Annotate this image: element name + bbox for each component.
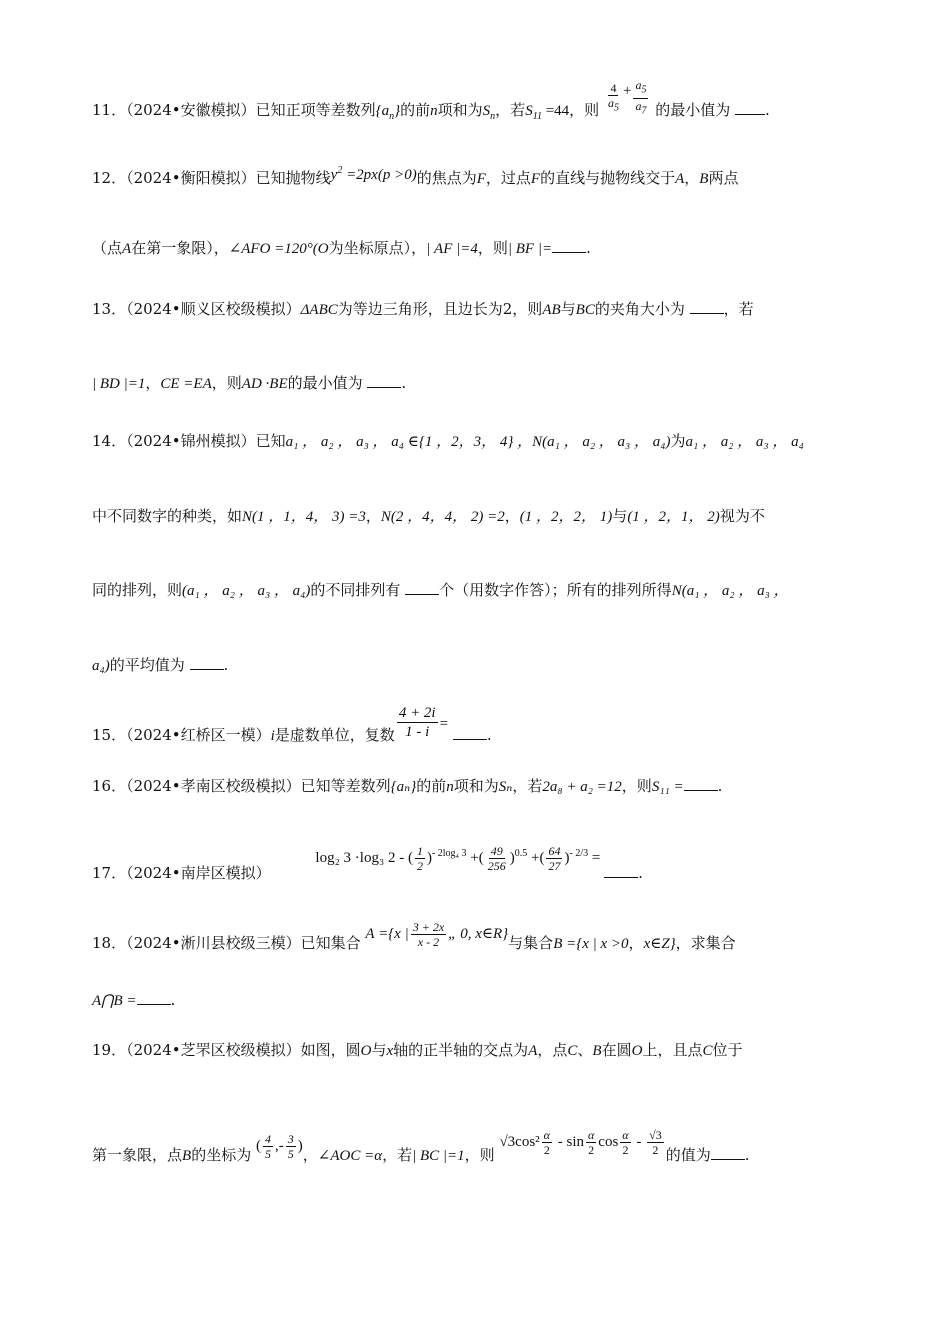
text: ，则 xyxy=(569,101,600,119)
math-BF: | BF |= xyxy=(507,241,553,257)
text: ，则 xyxy=(621,777,652,795)
math-seq: {aₙ} xyxy=(390,779,417,795)
math-example-4: (1 ，2，1， 2) xyxy=(627,509,720,525)
math-O: O xyxy=(360,1043,372,1059)
text: ，若 xyxy=(382,1145,413,1164)
math-B: B xyxy=(592,1043,602,1059)
math-point-B: ( $\frac{4}{5}$ ,- $\frac{3}{5}$ ) xyxy=(255,1132,303,1161)
text: . xyxy=(401,374,407,392)
text: 如图，圆 xyxy=(300,1041,361,1059)
math-example-1: N(1 ，1，4， 3) =3 xyxy=(242,509,366,525)
problem-source: （2024•芝罘区校级模拟） xyxy=(126,1041,301,1059)
answer-blank[interactable] xyxy=(405,580,439,595)
math-set-B-end: x∈Z} xyxy=(643,935,676,952)
fraction-complex: $\frac{4 + 2i}{1 - i}$ xyxy=(398,704,436,740)
text: ，则 xyxy=(211,374,242,392)
text: 中不同数字的种类，如 xyxy=(92,507,243,525)
problem-source: （2024•淅川县校级三模） xyxy=(126,933,301,952)
math-condition: 2a₈ + a₂ =12 xyxy=(542,779,622,795)
text: . xyxy=(223,656,229,674)
problem-14-line-4 xyxy=(92,655,872,676)
text: 位于 xyxy=(712,1041,743,1059)
text: 与集合 xyxy=(508,933,554,952)
problem-13-line-1 xyxy=(92,299,872,320)
text: ，若 xyxy=(723,300,754,318)
answer-blank[interactable] xyxy=(711,1145,745,1160)
text: 第一象限，点 xyxy=(92,1145,183,1164)
problem-number: 12． xyxy=(92,169,127,187)
math-O: O xyxy=(631,1043,643,1059)
text: ，点 xyxy=(537,1041,568,1059)
text: 同的排列，则 xyxy=(92,581,183,599)
text: 在圆 xyxy=(601,1041,632,1059)
answer-blank[interactable] xyxy=(684,776,718,791)
problem-12-line-1 xyxy=(92,165,872,189)
problem-source: （2024•孝南区校级模拟） xyxy=(126,777,301,795)
math-vars: a₁ ， a₂ ， a₃ ， a₄ xyxy=(685,434,804,450)
problem-12-line-2 xyxy=(92,238,872,259)
answer-blank[interactable] xyxy=(367,373,401,388)
math-set-B: B ={x | x >0 xyxy=(553,935,629,952)
math-S: $S_n$ xyxy=(482,103,496,122)
math-seq: $\{a_n\}$ xyxy=(375,103,401,122)
fraction-a5-over-a7: $\frac{a_5}{a_7}$ xyxy=(635,78,647,116)
text: . xyxy=(717,777,723,795)
text: . xyxy=(170,991,176,1009)
math-triangle: ΔABC xyxy=(300,302,338,318)
math-BC: | BC |=1 xyxy=(412,1147,465,1164)
answer-blank[interactable] xyxy=(690,299,724,314)
problem-number: 17． xyxy=(92,864,127,882)
text: 是虚数单位，复数 xyxy=(274,726,395,744)
math-trig-expression: √3cos² $\frac{\alpha}{2}$ - sin $\frac{\alpha}{2}$ cos $\frac{\alpha}{2}$ - $\frac{√3}{2}$ xyxy=(499,1128,662,1157)
math-dot-product: AD ·BE xyxy=(241,376,288,392)
text: ， xyxy=(365,507,381,525)
math-n: n xyxy=(430,103,438,119)
problem-source: （2024•南岸区模拟） xyxy=(126,864,271,882)
text: 的值为 xyxy=(665,1145,711,1164)
math-n: n xyxy=(446,779,454,795)
text: 与 xyxy=(560,300,576,318)
math-F: F xyxy=(476,171,486,187)
text: ，若 xyxy=(495,101,526,119)
text: 的前 xyxy=(400,101,431,119)
text: 的最小值为 xyxy=(655,101,731,119)
math-angle: ∠AFO =120°(O xyxy=(228,241,329,257)
answer-blank[interactable] xyxy=(137,990,171,1005)
math-B: B xyxy=(182,1147,192,1164)
math-B: B xyxy=(699,171,709,187)
problem-source: （2024•衡阳模拟） xyxy=(126,169,256,187)
text: 的不同排列有 xyxy=(310,581,401,599)
problem-number: 14． xyxy=(92,432,127,450)
text: . xyxy=(765,101,770,119)
text: 在第一象限）， xyxy=(131,239,229,257)
problem-number: 15． xyxy=(92,726,127,744)
problem-number: 11． xyxy=(92,101,127,119)
text: 、 xyxy=(577,1041,593,1059)
problem-15 xyxy=(92,704,872,746)
text: 已知抛物线 xyxy=(255,169,331,187)
math-N: N(a₁ ， a₂ ， a₃ ， a₄) xyxy=(532,434,671,450)
math-vars: a₁ ， a₂ ， a₃ ， a₄ ∈{1 ，2，3， 4} ， xyxy=(285,434,533,450)
math-F: F xyxy=(530,171,541,187)
text: ， xyxy=(504,507,520,525)
math-AB: AB xyxy=(542,302,561,318)
math-example-3: (1 ，2，2， 1) xyxy=(519,509,613,525)
text: ，若 xyxy=(512,777,543,795)
math-A: A xyxy=(528,1043,538,1059)
text: 为 xyxy=(670,432,686,450)
text: 的直线与抛物线交于 xyxy=(540,169,676,187)
math-expression: log₂ 3 ·log₃ 2 - ( $\frac{1}{2}$ )$^{- 2log_4 3}$ +( $\frac{49}{256}$ )$^{0.5}$ +( $\frac{64}{27}$ )$^{- 2/3}$ = xyxy=(315,844,601,874)
math-angle: ∠AOC =α xyxy=(317,1147,383,1164)
text: ，则 xyxy=(477,239,508,257)
problem-17 xyxy=(92,844,872,889)
text: . xyxy=(744,1145,750,1164)
problem-14-line-2 xyxy=(92,506,872,527)
problem-source: （2024•锦州模拟） xyxy=(126,432,256,450)
text: ， xyxy=(628,933,644,952)
math-condition: $S_{11} =44$ xyxy=(525,103,570,122)
problem-number: 18． xyxy=(92,933,127,952)
answer-blank[interactable] xyxy=(552,238,586,253)
math-a4: a₄) xyxy=(92,658,110,674)
math-x: x xyxy=(386,1043,394,1059)
text: 项和为 xyxy=(453,777,499,795)
math-AF: | AF |=4 xyxy=(426,241,478,257)
text: ， xyxy=(145,374,161,392)
answer-blank[interactable] xyxy=(453,725,487,740)
problem-19-line-2 xyxy=(92,1128,872,1171)
text: 的平均值为 xyxy=(109,656,185,674)
fraction-4-over-a5: $\frac{4}{a_5}$ xyxy=(607,80,619,114)
text: 已知集合 xyxy=(300,933,361,952)
problem-16 xyxy=(92,776,872,797)
text: 已知 xyxy=(255,432,286,450)
answer-blank[interactable] xyxy=(735,100,765,115)
math-A: A xyxy=(122,241,132,257)
text: 上，且点 xyxy=(642,1041,703,1059)
text: ，求集合 xyxy=(675,933,736,952)
problem-13-line-2 xyxy=(92,373,872,394)
text: 的坐标为 xyxy=(191,1145,252,1164)
math-BD: | BD |=1 xyxy=(92,376,146,392)
math-example-2: N(2 ，4，4， 2) =2 xyxy=(380,509,505,525)
problem-19-line-1 xyxy=(92,1040,872,1061)
problem-source: （2024•红桥区一模） xyxy=(126,726,271,744)
text: 为坐标原点）， xyxy=(328,239,427,257)
text: 视为不 xyxy=(719,507,765,525)
text: 已知正项等差数列 xyxy=(255,101,376,119)
math-BC: BC xyxy=(575,302,595,318)
text: ，则 xyxy=(464,1145,495,1164)
text: ，过点 xyxy=(485,169,531,187)
math-parabola: $y^2 =2px(p >0)$ xyxy=(330,165,417,183)
answer-blank[interactable] xyxy=(190,655,224,670)
text: . xyxy=(638,864,643,882)
math-i: i xyxy=(270,728,275,744)
text: （点 xyxy=(92,239,123,257)
text: 的前 xyxy=(416,777,447,795)
answer-blank[interactable] xyxy=(604,863,638,878)
text: . xyxy=(486,726,492,744)
math-A: A xyxy=(675,171,685,187)
math-intersection: A⋂B = xyxy=(92,993,137,1009)
plus-sign: + xyxy=(622,83,632,99)
math-permutation: (a₁ ， a₂ ， a₃ ， a₄) xyxy=(182,583,311,599)
problem-number: 13． xyxy=(92,300,127,318)
text: 与 xyxy=(371,1041,387,1059)
math-S: Sₙ xyxy=(498,779,513,795)
math-S11: S₁₁ = xyxy=(651,779,684,795)
text: 项和为 xyxy=(437,101,483,119)
problem-18-line-1 xyxy=(92,920,872,959)
equals-sign: = xyxy=(439,716,449,732)
problem-14-line-1 xyxy=(92,431,872,452)
math-C: C xyxy=(702,1043,713,1059)
text: 的最小值为 xyxy=(287,374,363,392)
text: 的夹角大小为 xyxy=(594,300,685,318)
problem-11 xyxy=(92,78,872,127)
math-CE: CE =EA xyxy=(160,376,212,392)
text: 轴的正半轴的交点为 xyxy=(393,1041,529,1059)
text: 两点 xyxy=(708,169,739,187)
text: 个（用数字作答）；所有的排列所得 xyxy=(439,581,672,599)
problem-18-line-2 xyxy=(92,990,872,1011)
problem-source: （2024•安徽模拟） xyxy=(126,101,256,119)
math-set-A: A ={x | $\frac{3 + 2x}{x - 2}$ „ 0, x∈R} xyxy=(365,920,509,949)
text: 与 xyxy=(612,507,628,525)
text: 的焦点为 xyxy=(416,169,477,187)
problem-14-line-3 xyxy=(92,580,872,601)
math-C: C xyxy=(567,1043,578,1059)
text: 已知等差数列 xyxy=(300,777,391,795)
text: . xyxy=(586,239,591,257)
text: 为等边三角形，且边长为2，则 xyxy=(337,300,543,318)
problem-number: 16． xyxy=(92,777,127,795)
problem-source: （2024•顺义区校级模拟） xyxy=(126,300,301,318)
text: ， xyxy=(684,169,700,187)
text: ， xyxy=(302,1145,318,1164)
problem-number: 19． xyxy=(92,1041,127,1059)
math-N: N(a₁ ， a₂ ， a₃ ， xyxy=(671,583,789,599)
